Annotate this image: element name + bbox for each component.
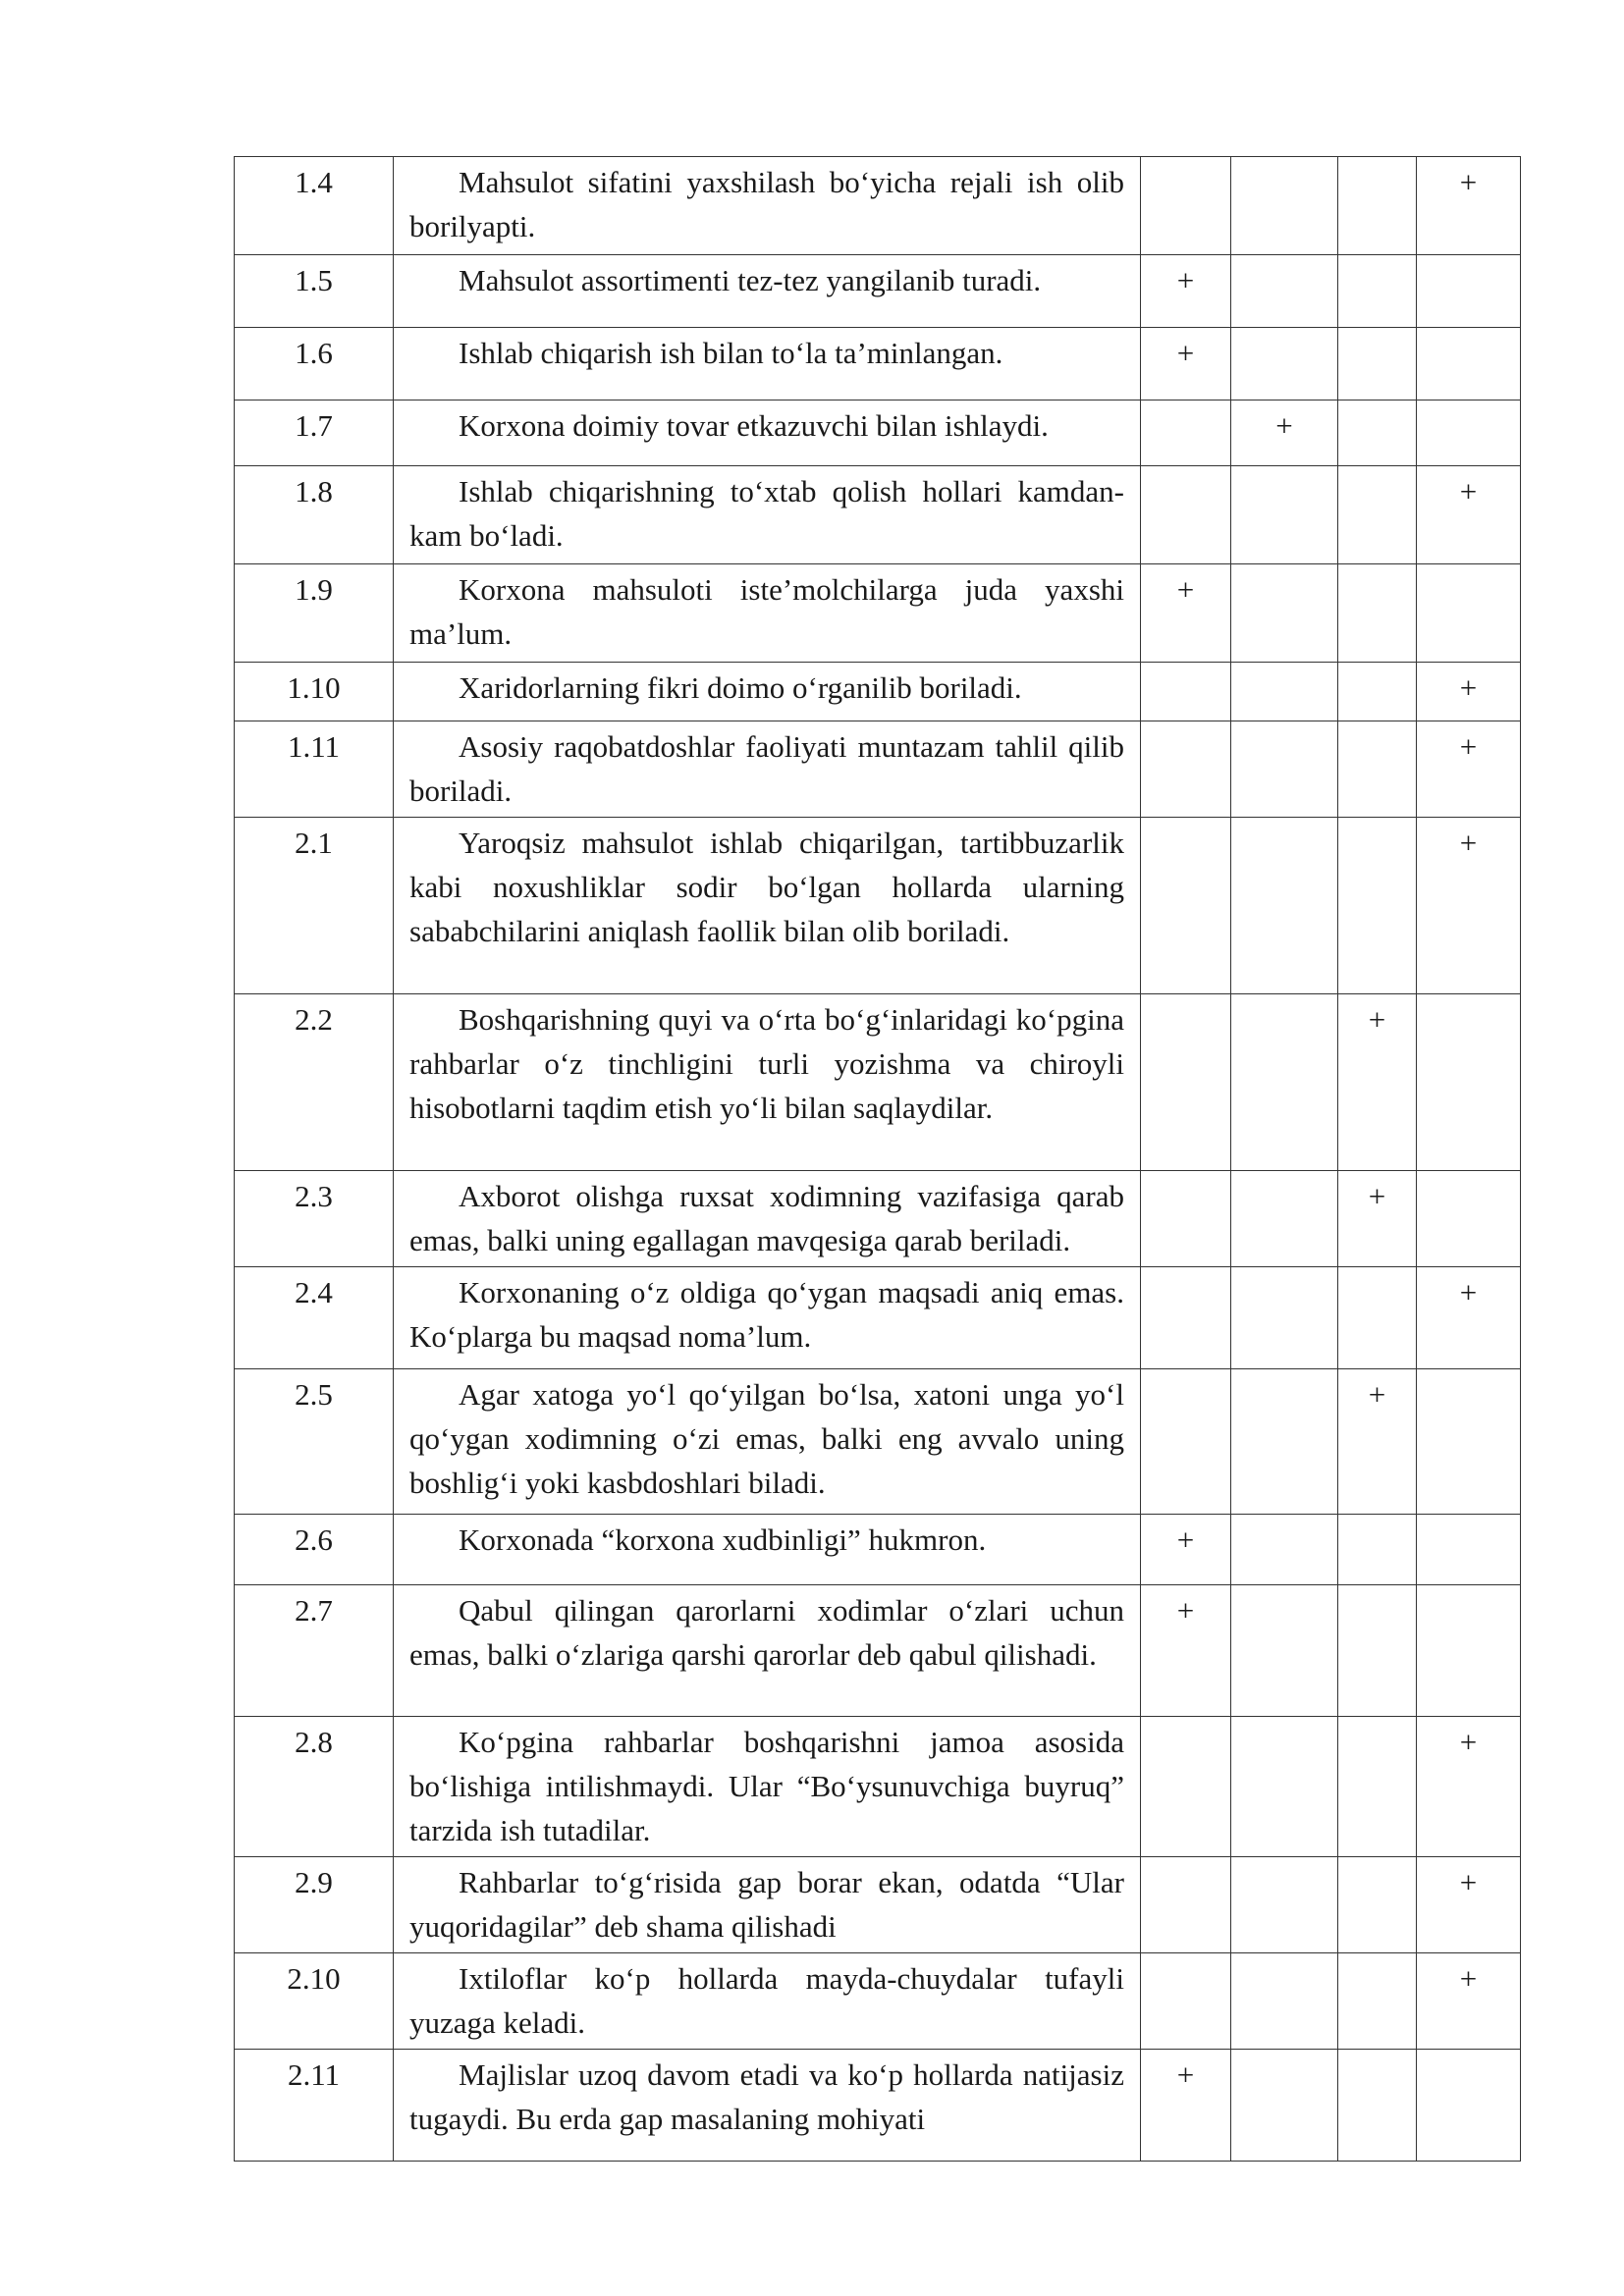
rating-cell-1: + [1141, 564, 1231, 663]
rating-cell-3 [1338, 1857, 1417, 1953]
statement-text: Yaroqsiz mahsulot ishlab chiqarilgan, tartibbuzarlik kabi noxushliklar sodir bo‘lgan hollarda ularning sababchilarini aniqlash faollik bilan olib boriladi. [394, 818, 1141, 994]
rating-cell-3 [1338, 1585, 1417, 1717]
rating-cell-4: + [1417, 1267, 1521, 1369]
rating-cell-4: + [1417, 1857, 1521, 1953]
statement-text: Ixtiloflar ko‘p hollarda mayda-chuydalar tufayli yuzaga keladi. [394, 1953, 1141, 2050]
statement-text: Ishlab chiqarishning to‘xtab qolish hollari kamdan-kam bo‘ladi. [394, 466, 1141, 564]
table-row [235, 1369, 1521, 1515]
rating-cell-4: + [1417, 466, 1521, 564]
row-number: 2.3 [235, 1171, 394, 1267]
statement-text: Agar xatoga yo‘l qo‘yilgan bo‘lsa, xatoni unga yo‘l qo‘ygan xodimning o‘zi emas, balki eng avvalo uning boshlig‘i yoki kasbdoshlari biladi. [394, 1369, 1141, 1515]
table-row [235, 994, 1521, 1171]
rating-cell-3 [1338, 663, 1417, 721]
rating-cell-1 [1141, 1717, 1231, 1857]
rating-cell-3 [1338, 564, 1417, 663]
statement-text: Korxona mahsuloti iste’molchilarga juda yaxshi ma’lum. [394, 564, 1141, 663]
table-row [235, 466, 1521, 564]
rating-cell-1 [1141, 1857, 1231, 1953]
row-number: 2.9 [235, 1857, 394, 1953]
rating-cell-1 [1141, 1953, 1231, 2050]
rating-cell-2 [1231, 721, 1338, 818]
table-row [235, 328, 1521, 400]
rating-cell-1: + [1141, 2050, 1231, 2162]
statement-text: Korxona doimiy tovar etkazuvchi bilan ishlaydi. [394, 400, 1141, 466]
rating-cell-1 [1141, 721, 1231, 818]
rating-cell-3 [1338, 1717, 1417, 1857]
row-number: 2.1 [235, 818, 394, 994]
rating-cell-3 [1338, 328, 1417, 400]
rating-cell-2 [1231, 157, 1338, 255]
rating-cell-1 [1141, 400, 1231, 466]
rating-cell-4 [1417, 2050, 1521, 2162]
rating-cell-3: + [1338, 1369, 1417, 1515]
rating-cell-1 [1141, 994, 1231, 1171]
statement-text: Asosiy raqobatdoshlar faoliyati muntazam tahlil qilib boriladi. [394, 721, 1141, 818]
rating-cell-3 [1338, 721, 1417, 818]
statement-text: Rahbarlar to‘g‘risida gap borar ekan, odatda “Ular yuqoridagilar” deb shama qilishadi [394, 1857, 1141, 1953]
rating-cell-2 [1231, 1369, 1338, 1515]
statement-text: Korxonaning o‘z oldiga qo‘ygan maqsadi aniq emas. Ko‘plarga bu maqsad noma’lum. [394, 1267, 1141, 1369]
rating-cell-4: + [1417, 721, 1521, 818]
statement-text: Majlislar uzoq davom etadi va ko‘p hollarda natijasiz tugaydi. Bu erda gap masalaning mohiyati [394, 2050, 1141, 2162]
row-number: 1.6 [235, 328, 394, 400]
rating-cell-3 [1338, 400, 1417, 466]
statement-text: Mahsulot sifatini yaxshilash bo‘yicha rejali ish olib borilyapti. [394, 157, 1141, 255]
rating-cell-3: + [1338, 1171, 1417, 1267]
table-body [235, 157, 1521, 2162]
rating-cell-1: + [1141, 1515, 1231, 1585]
rating-cell-1 [1141, 663, 1231, 721]
table-row [235, 157, 1521, 255]
table-row [235, 400, 1521, 466]
rating-cell-2: + [1231, 400, 1338, 466]
rating-cell-4: + [1417, 157, 1521, 255]
rating-cell-2 [1231, 1585, 1338, 1717]
rating-cell-2 [1231, 466, 1338, 564]
table-row [235, 721, 1521, 818]
rating-cell-4 [1417, 1515, 1521, 1585]
rating-cell-3 [1338, 1515, 1417, 1585]
statement-text: Ishlab chiqarish ish bilan to‘la ta’minlangan. [394, 328, 1141, 400]
rating-cell-4 [1417, 564, 1521, 663]
table-row [235, 564, 1521, 663]
row-number: 2.4 [235, 1267, 394, 1369]
table-row [235, 1515, 1521, 1585]
rating-cell-2 [1231, 1953, 1338, 2050]
rating-cell-1 [1141, 818, 1231, 994]
table-row [235, 1585, 1521, 1717]
rating-cell-2 [1231, 663, 1338, 721]
rating-cell-1 [1141, 1267, 1231, 1369]
statement-text: Qabul qilingan qarorlarni xodimlar o‘zlari uchun emas, balki o‘zlariga qarshi qarorlar deb qabul qilishadi. [394, 1585, 1141, 1717]
rating-cell-2 [1231, 1267, 1338, 1369]
table-row [235, 1953, 1521, 2050]
row-number: 1.7 [235, 400, 394, 466]
rating-cell-2 [1231, 994, 1338, 1171]
rating-cell-4: + [1417, 1953, 1521, 2050]
statement-text: Ko‘pgina rahbarlar boshqarishni jamoa asosida bo‘lishiga intilishmaydi. Ular “Bo‘ysunuvchiga buyruq” tarzida ish tutadilar. [394, 1717, 1141, 1857]
row-number: 2.7 [235, 1585, 394, 1717]
rating-cell-1: + [1141, 328, 1231, 400]
rating-cell-4 [1417, 400, 1521, 466]
row-number: 2.5 [235, 1369, 394, 1515]
rating-cell-4 [1417, 1369, 1521, 1515]
rating-cell-4: + [1417, 1717, 1521, 1857]
rating-cell-3 [1338, 255, 1417, 328]
rating-cell-4 [1417, 1171, 1521, 1267]
row-number: 1.10 [235, 663, 394, 721]
row-number: 2.11 [235, 2050, 394, 2162]
rating-cell-2 [1231, 2050, 1338, 2162]
rating-cell-4 [1417, 994, 1521, 1171]
rating-cell-2 [1231, 1717, 1338, 1857]
table-row [235, 818, 1521, 994]
rating-cell-2 [1231, 255, 1338, 328]
row-number: 1.11 [235, 721, 394, 818]
rating-cell-3 [1338, 466, 1417, 564]
rating-cell-3 [1338, 1953, 1417, 2050]
table-row [235, 255, 1521, 328]
statement-text: Xaridorlarning fikri doimo o‘rganilib boriladi. [394, 663, 1141, 721]
table-row [235, 663, 1521, 721]
rating-cell-1 [1141, 466, 1231, 564]
statement-text: Mahsulot assortimenti tez-tez yangilanib turadi. [394, 255, 1141, 328]
rating-cell-1 [1141, 157, 1231, 255]
table-row [235, 1171, 1521, 1267]
row-number: 1.9 [235, 564, 394, 663]
table-row [235, 1717, 1521, 1857]
rating-cell-2 [1231, 1171, 1338, 1267]
row-number: 2.8 [235, 1717, 394, 1857]
row-number: 2.10 [235, 1953, 394, 2050]
rating-cell-3: + [1338, 994, 1417, 1171]
table-row [235, 1857, 1521, 1953]
rating-cell-1 [1141, 1171, 1231, 1267]
rating-cell-3 [1338, 1267, 1417, 1369]
rating-cell-1 [1141, 1369, 1231, 1515]
row-number: 1.5 [235, 255, 394, 328]
rating-cell-2 [1231, 564, 1338, 663]
statement-text: Axborot olishga ruxsat xodimning vazifasiga qarab emas, balki uning egallagan mavqesiga qarab beriladi. [394, 1171, 1141, 1267]
statement-text: Boshqarishning quyi va o‘rta bo‘g‘inlaridagi ko‘pgina rahbarlar o‘z tinchligini turli yozishma va chiroyli hisobotlarni taqdim etish yo‘li bilan saqlaydilar. [394, 994, 1141, 1171]
table-row [235, 2050, 1521, 2162]
rating-cell-2 [1231, 1857, 1338, 1953]
rating-cell-1: + [1141, 255, 1231, 328]
rating-cell-4: + [1417, 818, 1521, 994]
rating-cell-4 [1417, 255, 1521, 328]
rating-cell-2 [1231, 818, 1338, 994]
rating-cell-4 [1417, 1585, 1521, 1717]
rating-cell-3 [1338, 818, 1417, 994]
survey-table [234, 156, 1521, 2162]
table-row [235, 1267, 1521, 1369]
rating-cell-2 [1231, 1515, 1338, 1585]
statement-text: Korxonada “korxona xudbinligi” hukmron. [394, 1515, 1141, 1585]
row-number: 1.8 [235, 466, 394, 564]
row-number: 2.6 [235, 1515, 394, 1585]
rating-cell-4: + [1417, 663, 1521, 721]
rating-cell-4 [1417, 328, 1521, 400]
rating-cell-3 [1338, 2050, 1417, 2162]
rating-cell-1: + [1141, 1585, 1231, 1717]
rating-cell-3 [1338, 157, 1417, 255]
rating-cell-2 [1231, 328, 1338, 400]
row-number: 2.2 [235, 994, 394, 1171]
row-number: 1.4 [235, 157, 394, 255]
